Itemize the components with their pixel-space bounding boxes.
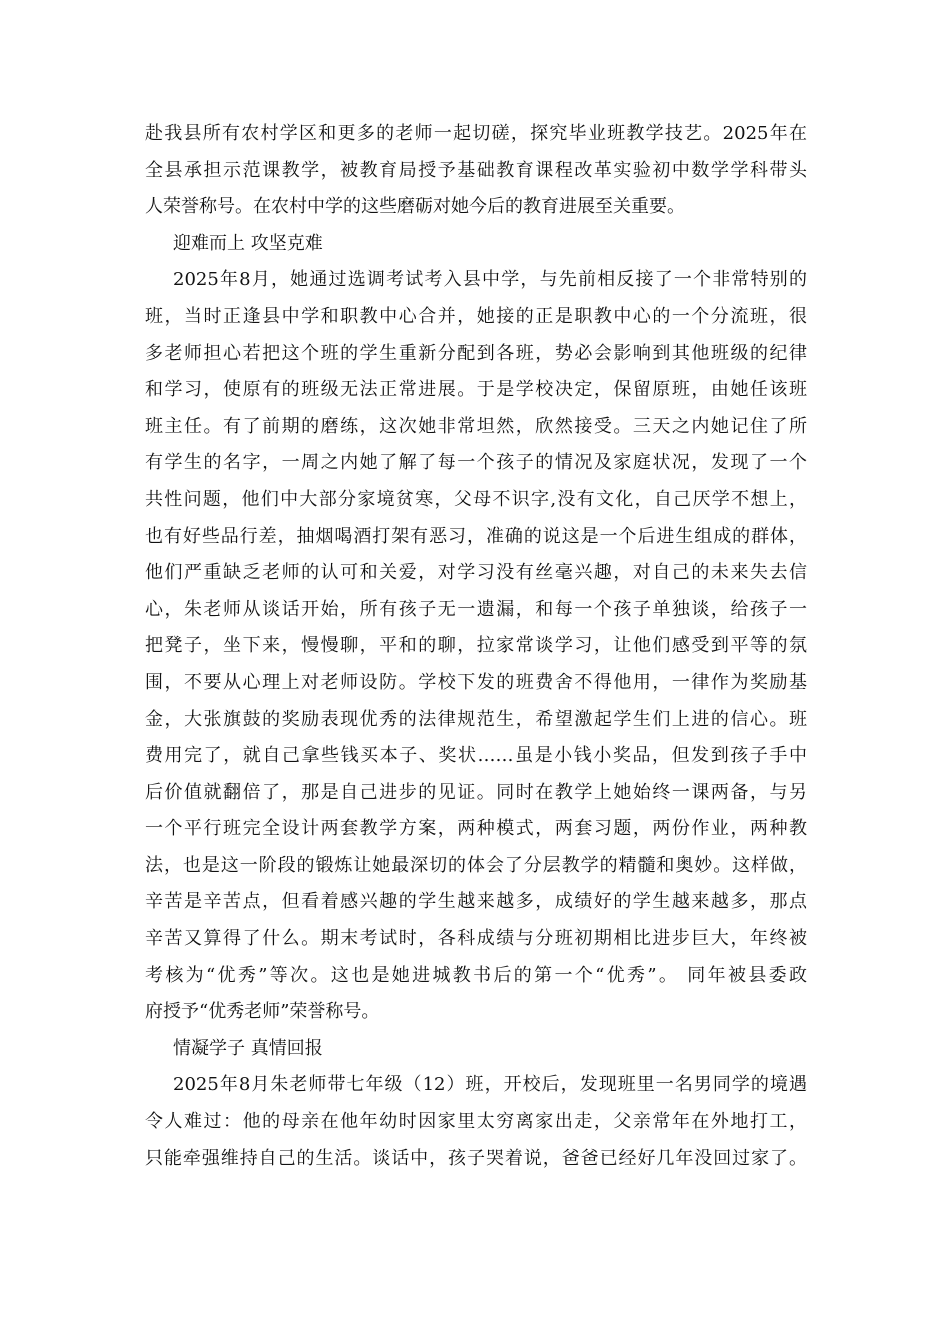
text-line: 和学习，使原有的班级无法正常进展。于是学校决定，保留原班，由她任该班 [145,379,807,401]
text-line: 把凳子，坐下来，慢慢聊，平和的聊，拉家常谈学习，让他们感受到平等的氛 [145,635,807,657]
text-line: 班，当时正逢县中学和职教中心合并，她接的正是职教中心的一个分流班，很 [145,305,807,327]
text-line: 辛苦是辛苦点，但看着感兴趣的学生越来越多，成绩好的学生越来越多，那点 [145,891,807,913]
text-line: 多老师担心若把这个班的学生重新分配到各班，势必会影响到其他班级的纪律 [145,342,807,364]
text-line: 赴我县所有农村学区和更多的老师一起切磋，探究毕业班教学技艺。2025年在 [145,123,807,144]
text-line: 他们严重缺乏老师的认可和关爱，对学习没有丝毫兴趣，对自己的未来失去信 [145,562,807,584]
text-line: 班主任。有了前期的磨练，这次她非常坦然，欣然接受。三天之内她记住了所 [145,415,807,437]
text-line: 也有好些品行差，抽烟喝酒打架有恶习，准确的说这是一个后进生组成的群体， [145,525,807,547]
text-line: 法，也是这一阶段的锻炼让她最深切的体会了分层教学的精髓和奥妙。这样做， [145,854,807,876]
text-line: 2025年8月，她通过选调考试考入县中学，与先前相反接了一个非常特别的 [173,269,807,291]
text-line: 辛苦又算得了什么。期末考试时，各科成绩与分班初期相比进步巨大，年终被 [145,928,807,950]
text-line: 全县承担示范课教学，被教育局授予基础教育课程改革实验初中数学学科带头 [145,159,807,181]
text-line: 后价值就翻倍了，那是自己进步的见证。同时在教学上她始终一课两备，与另 [145,781,807,803]
text-line: 府授予“优秀老师”荣誉称号。 [145,1001,380,1023]
text-line: 围，不要从心理上对老师设防。学校下发的班费舍不得他用，一律作为奖励基 [145,671,807,693]
text-line: 令人难过：他的母亲在他年幼时因家里太穷离家出走，父亲常年在外地打工， [145,1111,807,1133]
text-line: 人荣誉称号。在农村中学的这些磨砺对她今后的教育进展至关重要。 [145,196,685,218]
text-line: 一个平行班完全设计两套教学方案，两种模式，两套习题，两份作业，两种教 [145,818,807,840]
text-line: 金，大张旗鼓的奖励表现优秀的法律规范生，希望激起学生们上进的信心。班 [145,708,807,730]
section-heading: 情凝学子 真情回报 [173,1037,323,1059]
body-text [145,116,807,1177]
text-line: 费用完了，就自己拿些钱买本子、奖状……虽是小钱小奖品，但发到孩子手中 [145,745,807,767]
text-line: 2025年8月朱老师带七年级（12）班，开校后，发现班里一名男同学的境遇 [173,1074,807,1096]
text-line: 有学生的名字，一周之内她了解了每一个孩子的情况及家庭状况，发现了一个 [145,452,807,474]
text-line: 只能牵强维持自己的生活。谈话中，孩子哭着说，爸爸已经好几年没回过家了。 [145,1147,807,1169]
text-line: 共性问题，他们中大部分家境贫寒，父母不识字,没有文化，自己厌学不想上， [145,488,807,510]
text-line: 心，朱老师从谈话开始，所有孩子无一遗漏，和每一个孩子单独谈，给孩子一 [145,598,807,620]
text-line: 考核为“优秀”等次。这也是她进城教书后的第一个“优秀”。 同年被县委政 [145,964,807,986]
section-heading: 迎难而上 攻坚克难 [173,232,323,254]
